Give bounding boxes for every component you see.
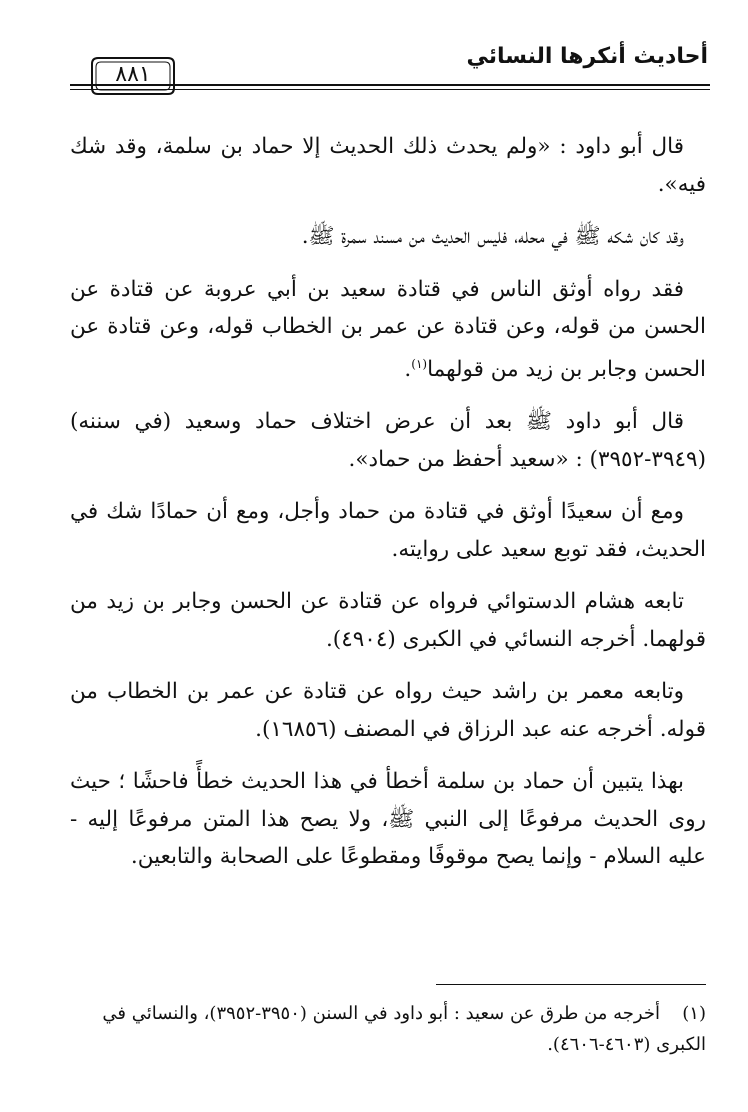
footnote-line — [70, 998, 706, 1060]
paragraph-text: فقد رواه أوثق الناس في قتادة سعيد بن أبي عروبة عن قتادة عن الحسن من قوله، وعن قتادة عن عمر بن الخطاب قوله، وعن قتادة عن الحسن وجابر بن زيد من قولهما — [70, 276, 706, 382]
footnote-marker[interactable]: (١) — [411, 356, 428, 371]
header-rule-thick — [70, 84, 710, 86]
footnote — [70, 998, 706, 1060]
paragraph: قال أبو داود : «ولم يحدث ذلك الحديث إلا حماد بن سلمة، وقد شك فيه». — [70, 134, 706, 197]
paragraph: بهذا يتبين أن حماد بن سلمة أخطأ في هذا الحديث خطأً فاحشًا ؛ حيث روى الحديث مرفوعًا إلى النبي ﷺ، ولا يصح هذا المتن مرفوعًا إليه - عليه السلام - وإنما يصح موقوفًا ومقطوعًا على الصحابة والتابعين. — [70, 769, 706, 870]
running-title: أحاديث أنكرها النسائي — [466, 44, 708, 69]
footnote-number: (١) — [682, 1003, 706, 1024]
paragraph: فقد رواه أوثق الناس في قتادة سعيد بن أبي عروبة عن قتادة عن الحسن من قوله، وعن قتادة عن عمر بن الخطاب قوله، وعن قتادة عن الحسن وجابر بن زيد من قولهما$^{(١)}$. — [70, 276, 706, 382]
footnote-separator — [436, 984, 706, 985]
footnote-text: أخرجه من طرق عن سعيد : أبو داود في السنن (٣٩٥٠-٣٩٥٢)، والنسائي في الكبرى (٤٦٠٣-٤٦٠٦). — [102, 1003, 706, 1055]
paragraph: قال أبو داود ﷺ بعد أن عرض اختلاف حماد وسعيد (في سننه) (٣٩٤٩-٣٩٥٢) : «سعيد أحفظ من حماد». — [70, 409, 706, 472]
header-rule-thin — [70, 89, 710, 90]
paragraph: تابعه هشام الدستوائي فرواه عن قتادة عن الحسن وجابر بن زيد من قولهما. أخرجه النسائي في الكبرى (٤٩٠٤). — [70, 589, 706, 652]
paragraph: ومع أن سعيدًا أوثق في قتادة من حماد وأجل، ومع أن حمادًا شك في الحديث، فقد توبع سعيد على روايته. — [70, 499, 706, 562]
page-number-frame — [88, 54, 178, 98]
paragraph: وقد كان شكه ﷺ في محله، فليس الحديث من مسند سمرة ﷺ. — [301, 224, 684, 249]
page-number: ٨٨١ — [115, 62, 151, 87]
body-text — [70, 128, 706, 891]
paragraph: وتابعه معمر بن راشد حيث رواه عن قتادة عن عمر بن الخطاب من قوله. أخرجه عنه عبد الرزاق في المصنف (١٦٨٥٦). — [70, 679, 706, 742]
